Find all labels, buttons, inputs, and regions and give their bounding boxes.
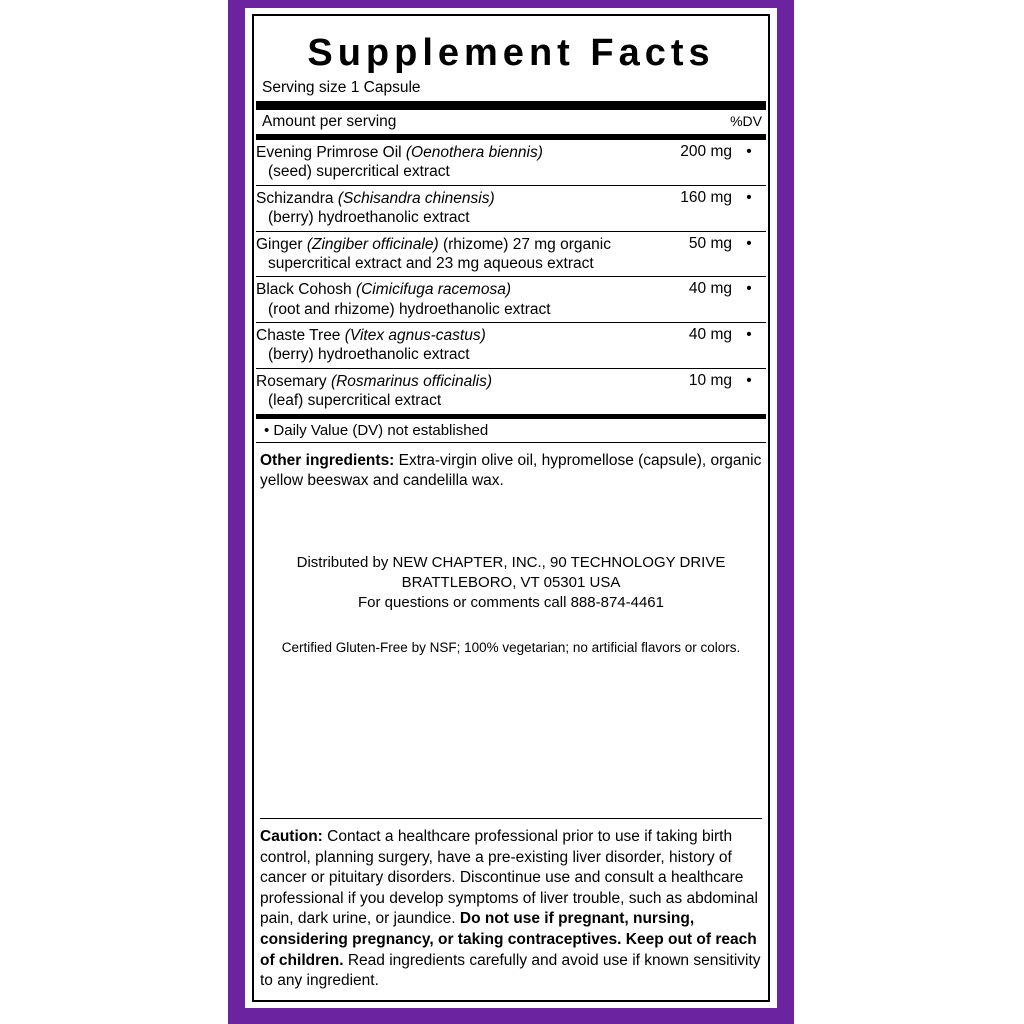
nutrient-dv: • [732,277,766,323]
nutrient-name: Rosemary [256,372,327,390]
nutrient-detail: (berry) hydroethanolic extract [268,346,470,364]
certification-text: Certified Gluten-Free by NSF; 100% vegetarian; no artificial flavors or colors. [281,639,741,655]
nutrient-cell [256,277,654,323]
nutrient-detail: (berry) hydroethanolic extract [268,209,470,227]
nutrient-amount: 50 mg [654,231,732,277]
nutrient-cell [256,323,654,369]
nutrient-dv: • [732,140,766,186]
table-row [256,323,766,369]
distributor-block [256,553,766,614]
other-ingredients-text: Extra-virgin olive oil, hypromellose (capsule), organic yellow beeswax and candelilla wax. [260,451,762,489]
nutrient-amount: 160 mg [654,185,732,231]
caution-text-part1: Contact a healthcare professional prior to use if taking birth control, planning surgery, have a pre-existing liver disorder, history of cancer or pituitary disorders. Discontinue use and consult a healthcare professional if you develop symptoms of liver trouble, such as abdominal pain, dark urine, or jaundice. [260,828,758,928]
supplement-facts-table [256,139,766,414]
nutrient-cell [256,231,654,277]
nutrient-latin: (Zingiber officinale) [306,235,439,253]
amount-per-serving-label: Amount per serving [262,113,397,130]
nutrient-dv: • [732,185,766,231]
other-ingredients-label: Other ingredients: [260,451,395,469]
daily-value-label: %DV [730,113,762,129]
distributor-line-1: Distributed by NEW CHAPTER, INC., 90 TECHNOLOGY DRIVE [296,553,726,571]
daily-value-footnote: • Daily Value (DV) not established [264,421,489,439]
supplement-facts-title: Supplement Facts [307,32,715,74]
nutrient-dv: • [732,323,766,369]
caution-text-part2: Read ingredients carefully and avoid use if known sensitivity to any ingredient. [260,951,761,990]
nutrient-latin: (Rosmarinus officinalis) [330,372,493,390]
nutrient-latin: (Cimicifuga racemosa) [355,281,511,299]
nutrient-name: Schizandra [256,189,334,207]
caution-text-bold: Do not use if pregnant, nursing, considering pregnancy, or taking contraceptives. Keep out of reach of children. [260,910,757,969]
table-row [256,277,766,323]
distributor-phone-line: For questions or comments call 888-874-4461 [358,594,664,612]
nutrient-detail-inline: (rhizome) 27 mg organic [438,235,611,253]
nutrient-name: Evening Primrose Oil [256,144,402,161]
nutrient-amount: 200 mg [654,140,732,186]
table-row [256,185,766,231]
nutrient-latin: (Schisandra chinensis) [337,189,495,207]
nutrient-detail: (root and rhizome) hydroethanolic extract [268,300,551,318]
other-ingredients [256,442,766,491]
nutrient-detail: supercritical extract and 23 mg aqueous extract [268,254,594,272]
table-row [256,140,766,186]
divider-thick-top [256,101,766,110]
nutrient-dv: • [732,231,766,277]
nutrient-latin: (Vitex agnus-castus) [344,327,486,344]
nutrient-amount: 40 mg [654,277,732,323]
nutrient-amount: 10 mg [654,368,732,413]
nutrient-detail: (leaf) supercritical extract [268,392,442,410]
nutrient-cell [256,140,654,186]
nutrient-latin: (Oenothera biennis) [405,144,543,161]
label-content [256,18,766,998]
caution-label: Caution: [260,828,323,845]
distributor-line-2: BRATTLEBORO, VT 05301 USA [401,574,621,592]
nutrient-name: Chaste Tree [256,327,341,344]
nutrient-amount: 40 mg [654,323,732,369]
nutrient-cell [256,185,654,231]
table-row [256,231,766,277]
nutrient-detail: (seed) supercritical extract [268,163,450,181]
amount-per-serving-row [256,110,766,134]
serving-size-text: Serving size 1 Capsule [262,79,421,96]
nutrient-dv: • [732,368,766,413]
nutrient-name: Ginger [256,235,303,253]
table-row [256,368,766,413]
nutrient-cell [256,368,654,413]
caution-block [260,818,762,992]
nutrient-name: Black Cohosh [256,281,352,299]
